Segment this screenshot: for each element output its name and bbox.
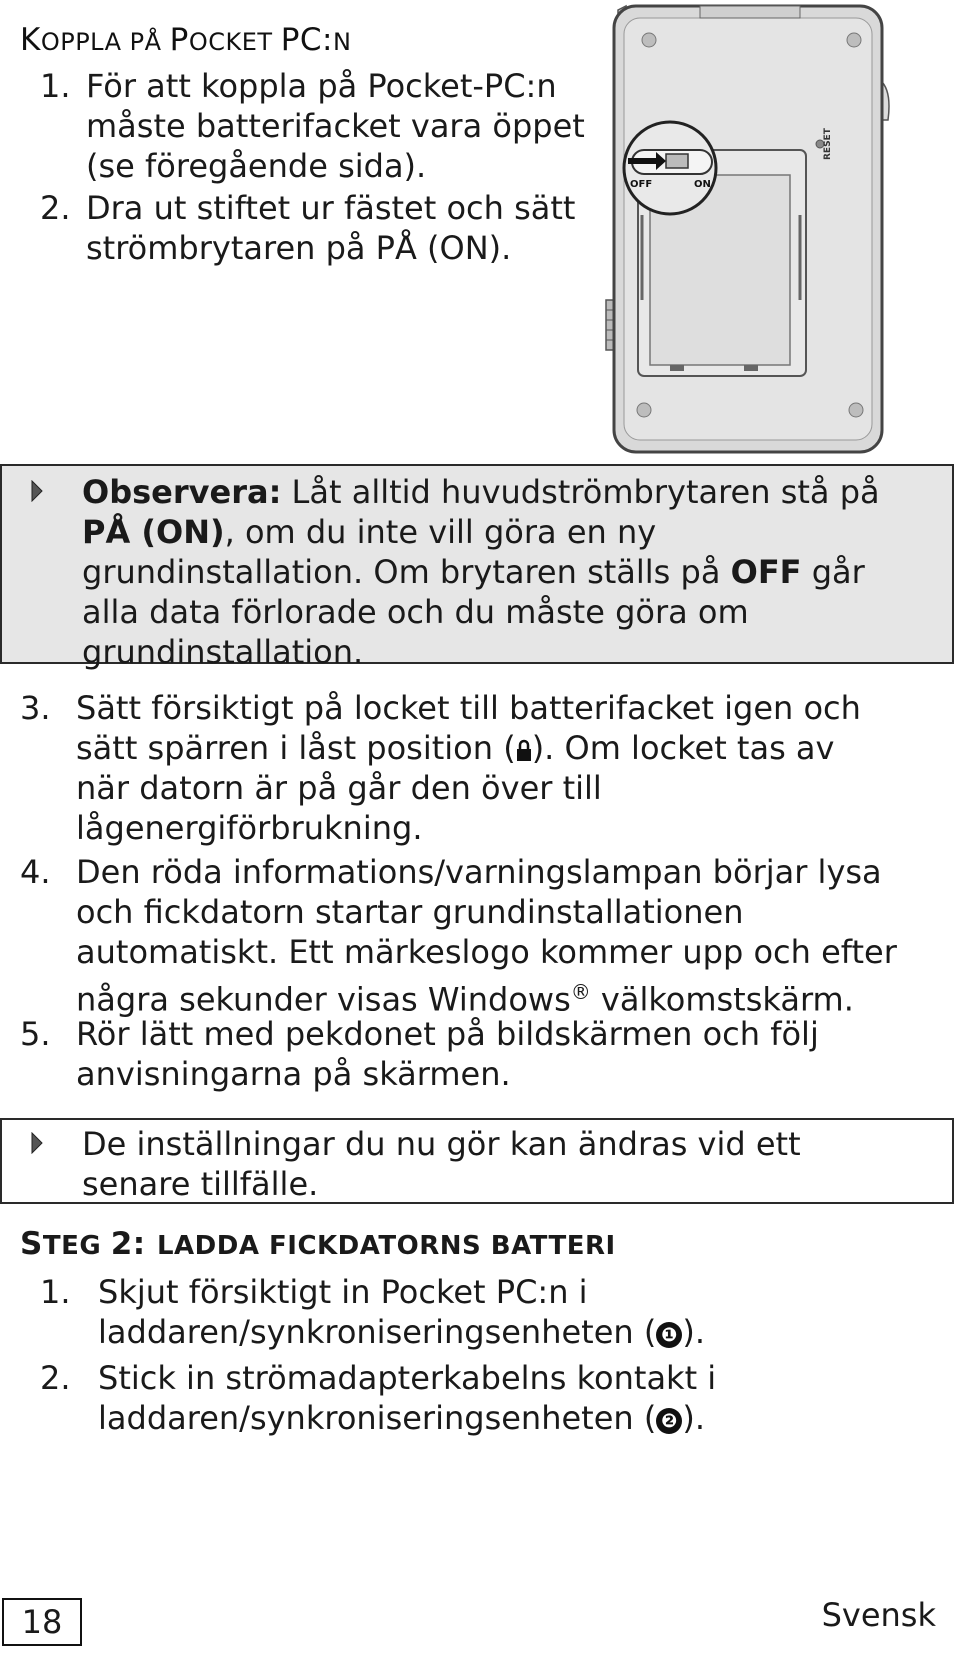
pocket-pc-back-illustration xyxy=(604,0,894,460)
step-3-text: Sätt försiktigt på locket till batterifacket igen och sätt spärren i låst position ( ). Om locket tas av när datorn är på går den över till lågenergiförbrukning. xyxy=(76,689,861,847)
page-number: 18 xyxy=(2,1598,82,1646)
section-heading-steg-2: STEG 2: LADDA FICKDATORNS BATTERI xyxy=(20,1226,616,1262)
marker-2-icon: ❷ xyxy=(656,1408,682,1434)
footer-language: Svensk xyxy=(821,1596,936,1634)
steps-list-3 xyxy=(40,1272,940,1442)
step-4-text: Den röda informations/varningslampan börjar lysa och fickdatorn startar grundinstallationen automatiskt. Ett märkeslogo kommer upp och efter några sekunder visas Windows® välkomstskärm. xyxy=(76,853,897,1019)
section-heading-koppla: KOPPLA PÅ POCKET PC:N xyxy=(20,22,352,58)
arrow-bullet-icon xyxy=(30,1132,44,1154)
list-item: 2. Stick in strömadapterkabelns kontakt i laddaren/synkroniseringsenheten ( ❷ ). xyxy=(40,1359,717,1437)
arrow-bullet-icon xyxy=(30,480,44,502)
list-item: 3. Sätt försiktigt på locket till batterifacket igen och sätt spärren i låst position ( ). Om locket tas av när datorn är på går den över till lågenergiförbrukning. xyxy=(20,689,861,847)
list-item: 1. För att koppla på Pocket-PC:n måste batterifacket vara öppet (se föregående sida). xyxy=(40,67,585,185)
list-item: 5. Rör lätt med pekdonet på bildskärmen och följ anvisningarna på skärmen. xyxy=(20,1015,819,1093)
list-item: 1. Skjut försiktigt in Pocket PC:n i laddaren/synkroniseringsenheten ( ❶ ). xyxy=(40,1273,705,1351)
switch-on-label: ON xyxy=(694,179,711,190)
marker-1-icon: ❶ xyxy=(656,1322,682,1348)
note-text: Observera: Låt alltid huvudströmbrytaren stå på PÅ (ON), om du inte vill göra en ny grundinstallation. Om brytaren ställs på OFF går alla data förlorade och du måste göra om grundinstallation. xyxy=(82,473,880,671)
note-box-settings xyxy=(0,1118,954,1204)
steps-list-2 xyxy=(20,688,940,1093)
list-item: 2. Dra ut stiftet ur fästet och sätt strömbrytaren på PÅ (ON). xyxy=(40,189,576,267)
note-text: De inställningar du nu gör kan ändras vid ett senare tillfälle. xyxy=(82,1125,801,1203)
switch-off-label: OFF xyxy=(630,179,653,190)
step-text: Stick in strömadapterkabelns kontakt i laddaren/synkroniseringsenheten ( ❷ ). xyxy=(98,1359,717,1437)
reset-label: RESET xyxy=(823,128,833,160)
lock-icon xyxy=(516,738,532,762)
list-item: 4. Den röda informations/varningslampan börjar lysa och fickdatorn startar grundinstallationen automatiskt. Ett märkeslogo kommer upp och efter några sekunder visas Windows® välkomstskärm. xyxy=(20,853,897,1019)
step-text: Skjut försiktigt in Pocket PC:n i laddaren/synkroniseringsenheten ( ❶ ). xyxy=(98,1273,705,1351)
note-box-observera xyxy=(0,464,954,671)
steps-list-1 xyxy=(40,66,600,266)
